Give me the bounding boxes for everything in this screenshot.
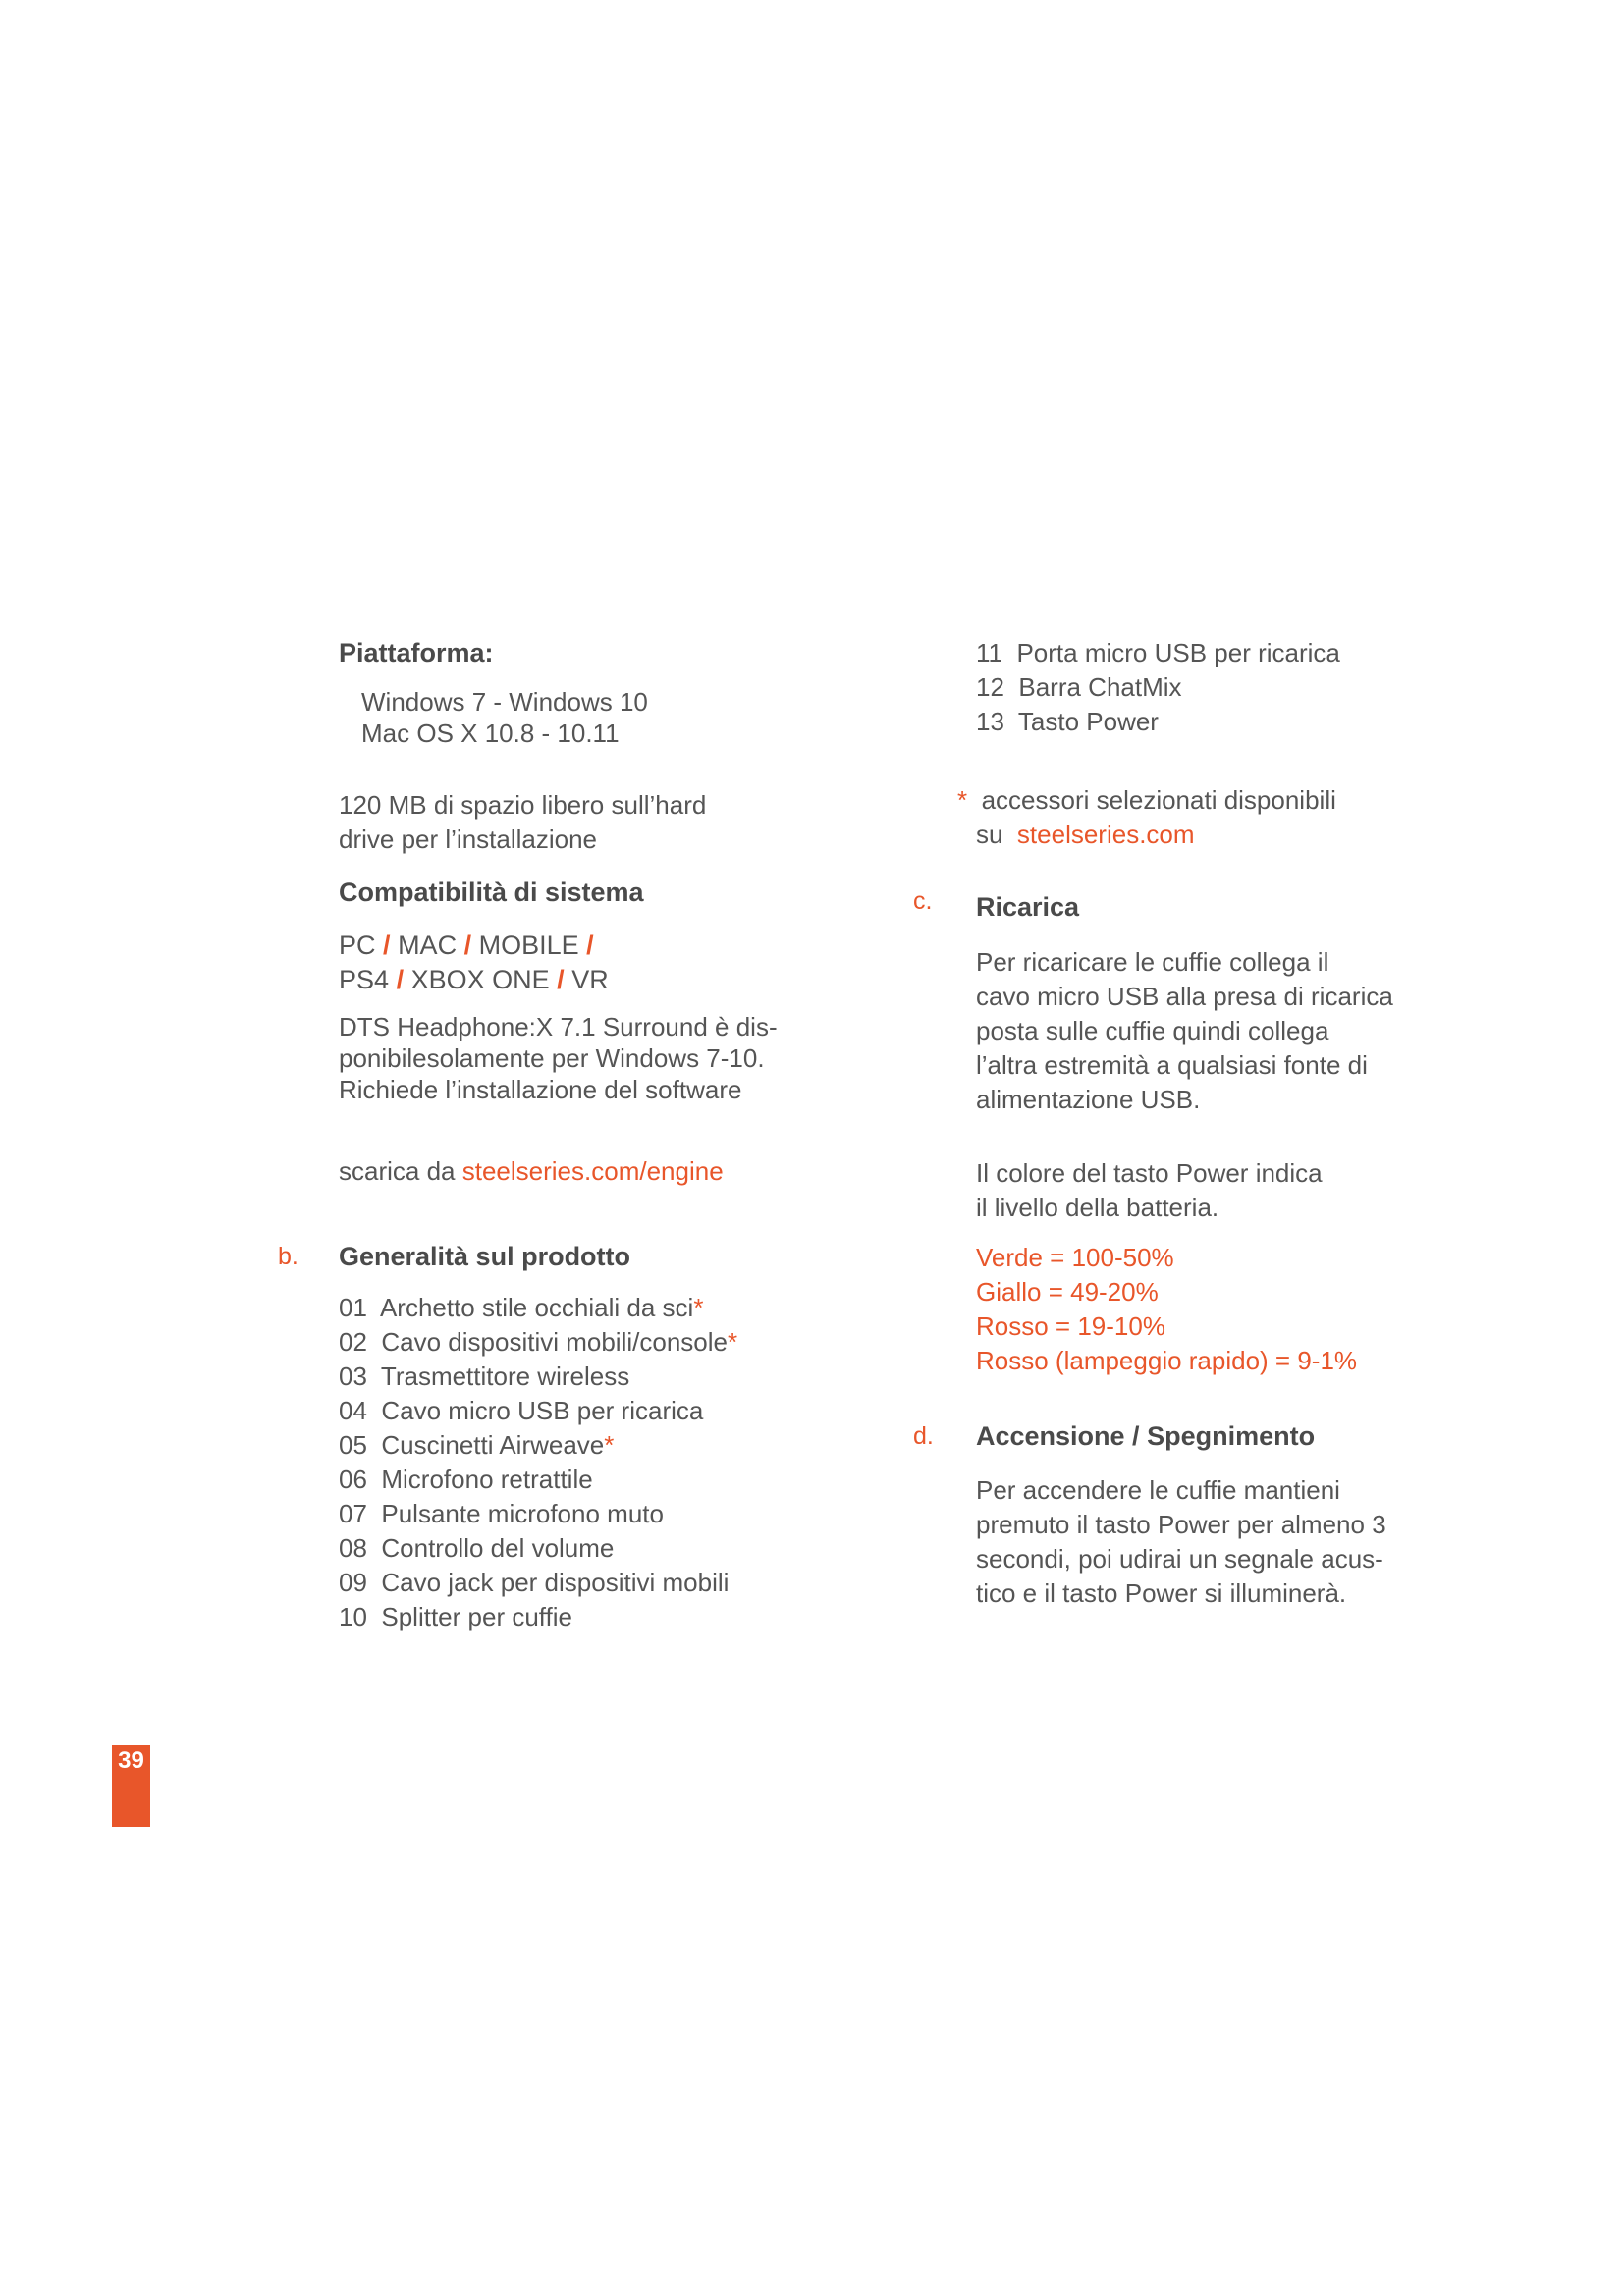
battery-levels xyxy=(976,1241,1487,1378)
item-text: Tasto Power xyxy=(1017,707,1159,736)
section-letter-b: b. xyxy=(278,1243,298,1270)
list-item xyxy=(339,1497,889,1531)
power-paragraph xyxy=(976,1473,1487,1611)
storage-section xyxy=(339,788,889,857)
item-number: 02 xyxy=(339,1327,367,1357)
paragraph-line: cavo micro USB alla presa di ricarica xyxy=(976,982,1393,1011)
paragraph-line: Per ricaricare le cuffie collega il xyxy=(976,947,1329,977)
product-list-continued xyxy=(976,636,1487,739)
steelseries-link[interactable]: steelseries.com xyxy=(1016,820,1195,849)
paragraph-line: premuto il tasto Power per almeno 3 xyxy=(976,1510,1386,1539)
list-item xyxy=(339,1360,889,1394)
item-number: 05 xyxy=(339,1430,367,1460)
note-line xyxy=(957,783,1487,818)
list-item xyxy=(339,1531,889,1566)
dts-line: Richiede l’installazione del software xyxy=(339,1075,742,1104)
platform-line: Windows 7 - Windows 10 xyxy=(361,687,648,717)
list-item xyxy=(339,1600,889,1634)
list-item xyxy=(976,670,1487,705)
item-text: Barra ChatMix xyxy=(1018,672,1182,702)
list-item xyxy=(339,1291,889,1325)
platform-ps4: PS4 xyxy=(339,965,390,994)
item-text: Cavo dispositivi mobili/console xyxy=(381,1327,728,1357)
list-item xyxy=(339,1428,889,1463)
product-list xyxy=(339,1291,889,1634)
note-text: accessori selezionati disponibili xyxy=(981,785,1336,815)
paragraph-line: tico e il tasto Power si illuminerà. xyxy=(976,1578,1347,1608)
asterisk: * xyxy=(604,1430,615,1460)
item-text: Porta micro USB per ricarica xyxy=(1016,638,1340,667)
charging-heading-text: Ricarica xyxy=(976,892,1080,922)
platform-section xyxy=(339,636,889,749)
battery-level-red: Rosso = 19-10% xyxy=(976,1311,1165,1341)
slash-separator: / xyxy=(396,965,405,994)
section-letter-c: c. xyxy=(913,887,933,915)
item-number: 06 xyxy=(339,1465,367,1494)
paragraph-line: alimentazione USB. xyxy=(976,1085,1201,1114)
list-item xyxy=(976,705,1487,739)
note-prefix: su xyxy=(976,820,1003,849)
asterisk: * xyxy=(727,1327,738,1357)
list-item xyxy=(976,636,1487,670)
item-text: Splitter per cuffie xyxy=(381,1602,572,1631)
product-heading-text: Generalità sul prodotto xyxy=(339,1242,631,1271)
item-number: 11 xyxy=(976,638,1002,667)
storage-line: 120 MB di spazio libero sull’hard xyxy=(339,790,707,820)
note-line xyxy=(976,818,1487,852)
compat-row xyxy=(339,929,889,963)
download-line xyxy=(339,1154,889,1189)
platform-line: Mac OS X 10.8 - 10.11 xyxy=(361,719,620,748)
item-number: 09 xyxy=(339,1568,367,1597)
compat-heading: Compatibilità di sistema xyxy=(339,878,644,907)
item-text: Trasmettitore wireless xyxy=(380,1362,630,1391)
item-text: Cavo micro USB per ricarica xyxy=(381,1396,704,1425)
item-text: Cuscinetti Airweave xyxy=(381,1430,605,1460)
paragraph-line: secondi, poi udirai un segnale acus- xyxy=(976,1544,1383,1574)
paragraph-line: Il colore del tasto Power indica xyxy=(976,1158,1323,1188)
platform-mobile: MOBILE xyxy=(478,931,579,960)
storage-line: drive per l’installazione xyxy=(339,825,598,854)
item-number: 03 xyxy=(339,1362,367,1391)
list-item xyxy=(339,1566,889,1600)
item-text: Pulsante microfono muto xyxy=(381,1499,664,1528)
dts-line: ponibilesolamente per Windows 7-10. xyxy=(339,1043,765,1073)
asterisk: * xyxy=(693,1293,704,1322)
section-letter-d: d. xyxy=(913,1422,934,1450)
accessories-note xyxy=(957,783,1487,852)
battery-level-green: Verde = 100-50% xyxy=(976,1243,1174,1272)
item-text: Archetto stile occhiali da sci xyxy=(379,1293,694,1322)
list-item xyxy=(339,1463,889,1497)
item-number: 01 xyxy=(339,1293,367,1322)
platform-pc: PC xyxy=(339,931,376,960)
page-number: 39 xyxy=(112,1745,150,1827)
slash-separator: / xyxy=(557,965,565,994)
dts-line: DTS Headphone:X 7.1 Surround è dis- xyxy=(339,1012,778,1041)
compat-row xyxy=(339,963,889,997)
item-number: 08 xyxy=(339,1533,367,1563)
product-section xyxy=(278,1240,889,1634)
left-column xyxy=(278,636,889,1634)
slash-separator: / xyxy=(383,931,391,960)
platform-mac: MAC xyxy=(398,931,458,960)
paragraph-line: posta sulle cuffie quindi collega xyxy=(976,1016,1329,1045)
item-number: 04 xyxy=(339,1396,367,1425)
list-item xyxy=(339,1325,889,1360)
item-text: Microfono retrattile xyxy=(381,1465,593,1494)
battery-level-red-flashing: Rosso (lampeggio rapido) = 9-1% xyxy=(976,1346,1358,1375)
power-heading-text: Accensione / Spegnimento xyxy=(976,1421,1316,1451)
paragraph-line: Per accendere le cuffie mantieni xyxy=(976,1475,1340,1505)
slash-separator: / xyxy=(586,931,594,960)
paragraph-line: il livello della batteria. xyxy=(976,1193,1219,1222)
engine-link[interactable]: steelseries.com/engine xyxy=(461,1156,724,1186)
list-item xyxy=(339,1394,889,1428)
right-column xyxy=(913,636,1487,1611)
item-number: 10 xyxy=(339,1602,367,1631)
battery-paragraph xyxy=(976,1156,1487,1225)
power-heading xyxy=(913,1419,1487,1454)
item-text: Controllo del volume xyxy=(381,1533,615,1563)
download-prefix: scarica da xyxy=(339,1156,456,1186)
platform-vr: VR xyxy=(571,965,609,994)
platform-xbox: XBOX ONE xyxy=(410,965,550,994)
compat-section xyxy=(339,876,889,1189)
charging-section xyxy=(913,887,1487,1378)
battery-level-yellow: Giallo = 49-20% xyxy=(976,1277,1159,1307)
slash-separator: / xyxy=(463,931,472,960)
item-number: 13 xyxy=(976,707,1004,736)
platform-heading: Piattaforma: xyxy=(339,638,494,667)
product-heading xyxy=(278,1240,889,1274)
charging-heading xyxy=(913,887,1487,925)
item-text: Cavo jack per dispositivi mobili xyxy=(381,1568,730,1597)
asterisk: * xyxy=(957,785,968,815)
item-number: 07 xyxy=(339,1499,367,1528)
paragraph-line: l’altra estremità a qualsiasi fonte di xyxy=(976,1050,1368,1080)
charging-paragraph xyxy=(976,945,1487,1117)
power-section xyxy=(913,1419,1487,1611)
item-number: 12 xyxy=(976,672,1004,702)
